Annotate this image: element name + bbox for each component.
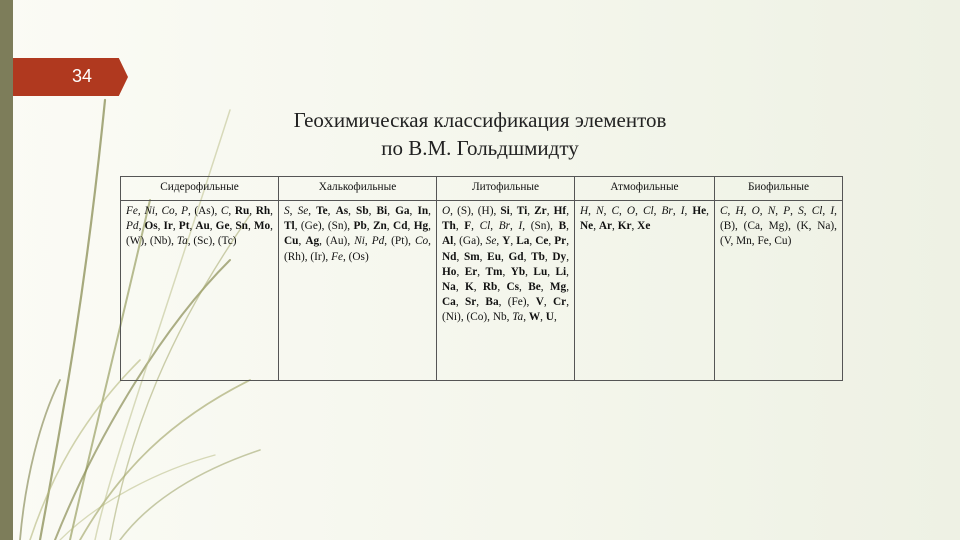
element-separator: ,	[684, 205, 693, 217]
slide-title-line-2: по В.М. Гольдшмидту	[381, 136, 579, 160]
element-symbol: Co	[414, 235, 429, 248]
element-separator: ,	[547, 265, 556, 278]
element-symbol: Br	[498, 220, 511, 233]
cell-chalcophile-elements	[279, 201, 437, 381]
element-symbol: He	[692, 205, 707, 217]
header-atmophile: Атмофильные	[575, 177, 715, 201]
element-separator: ,	[348, 205, 357, 217]
element-symbol: Tl	[284, 220, 295, 233]
element-symbol: Fe	[126, 205, 138, 217]
element-separator: , (W), (Nb),	[126, 220, 273, 248]
element-separator: ,	[386, 220, 394, 233]
element-symbol: Ca	[442, 296, 456, 309]
element-symbol: Hf	[553, 205, 567, 217]
slide-number: 34	[71, 66, 93, 86]
element-separator: ,	[138, 220, 145, 233]
element-separator: ,	[527, 205, 535, 217]
element-symbol: S	[798, 205, 804, 217]
element-symbol: Fe	[331, 250, 343, 263]
element-separator: , (Ge), (Sn),	[294, 220, 354, 233]
element-separator: ,	[543, 296, 553, 309]
element-separator: ,	[368, 205, 377, 217]
element-separator: ,	[566, 250, 570, 263]
element-separator: ,	[456, 250, 464, 263]
element-separator: ,	[477, 265, 486, 278]
element-separator: ,	[803, 205, 812, 217]
element-symbol: Co	[161, 205, 175, 217]
element-symbol: Ti	[516, 205, 528, 217]
element-symbol: Tm	[485, 265, 503, 278]
element-separator: ,	[631, 220, 638, 233]
element-separator: , (Os)	[342, 250, 369, 263]
element-symbol: F	[464, 220, 472, 233]
element-separator: ,	[479, 250, 488, 263]
element-separator: ,	[247, 220, 254, 233]
element-separator: , (Au),	[319, 235, 355, 248]
element-symbol: Ba	[485, 296, 499, 309]
element-symbol: Th	[442, 220, 456, 233]
element-symbol: Pd	[126, 220, 139, 233]
element-separator: ,	[490, 220, 499, 233]
element-symbol: O	[751, 205, 760, 217]
element-symbol: In	[417, 205, 429, 217]
element-separator: ,	[455, 296, 465, 309]
element-symbol: Ne	[580, 220, 594, 233]
element-separator: ,	[822, 205, 831, 217]
element-symbol: Yb	[510, 265, 526, 278]
element-symbol: Na	[442, 281, 456, 294]
element-symbol: Ir	[163, 220, 173, 233]
element-symbol: S	[284, 205, 290, 217]
slide-title-line-1: Геохимическая классификация элементов	[293, 108, 667, 132]
cell-lithophile-elements	[437, 201, 575, 381]
element-symbol: Tb	[531, 250, 545, 263]
element-symbol: N	[596, 205, 604, 217]
header-siderophile: Сидерофильные	[121, 177, 279, 201]
element-symbol: W	[528, 311, 541, 324]
element-symbol: La	[516, 235, 530, 248]
element-separator: , (Ni), (Co), Nb,	[442, 296, 570, 324]
element-separator: ,	[174, 205, 182, 217]
element-separator: ,	[428, 220, 431, 233]
element-separator: , (Fe),	[498, 296, 536, 309]
element-symbol: P	[181, 205, 188, 217]
element-separator: ,	[366, 220, 373, 233]
element-separator: ,	[509, 205, 517, 217]
element-separator: ,	[270, 205, 273, 217]
element-symbol: Cr	[553, 296, 567, 309]
element-separator: , (Rh), (Ir),	[284, 235, 431, 263]
element-separator: , (Pt),	[384, 235, 415, 248]
element-separator: ,	[523, 250, 532, 263]
cell-siderophile-elements	[121, 201, 279, 381]
element-separator: ,	[619, 205, 627, 217]
element-separator: ,	[523, 311, 529, 324]
element-symbol: Cl	[811, 205, 823, 217]
element-separator: (Sn),	[530, 220, 559, 233]
element-symbol: H	[735, 205, 744, 217]
element-separator: ,	[540, 311, 546, 324]
element-symbol: Pb	[353, 220, 367, 233]
element-symbol: Ru	[234, 205, 250, 217]
element-symbol: Ta	[512, 311, 524, 324]
element-separator: ,	[544, 250, 553, 263]
element-symbol: Mo	[253, 220, 271, 233]
element-separator: ,	[706, 205, 709, 217]
element-separator: ,	[672, 205, 681, 217]
element-symbol: Eu	[487, 250, 501, 263]
table-header-row	[121, 177, 843, 201]
element-symbol: V	[535, 296, 544, 309]
element-symbol: C	[220, 205, 229, 217]
element-separator: ,	[387, 205, 396, 217]
element-symbol: Zn	[372, 220, 387, 233]
element-symbol: Be	[528, 281, 541, 294]
element-symbol: Si	[500, 205, 510, 217]
element-separator: ,	[790, 205, 799, 217]
element-separator: ,	[500, 250, 509, 263]
element-symbol: Mg	[549, 281, 567, 294]
element-separator: ,	[635, 205, 643, 217]
element-separator: ,	[473, 281, 483, 294]
element-separator: ,	[476, 296, 486, 309]
element-separator: ,	[364, 235, 372, 248]
element-symbol: Sm	[463, 250, 480, 263]
element-separator: ,	[603, 205, 612, 217]
element-separator: ,	[759, 205, 768, 217]
element-separator: ,	[566, 220, 569, 233]
element-separator: ,	[727, 205, 736, 217]
element-separator: ,	[497, 281, 507, 294]
element-symbol: Pt	[178, 220, 190, 233]
element-separator: , (Sc), (Tc)	[187, 235, 237, 248]
element-symbol: Dy	[552, 250, 567, 263]
element-symbol: Ni	[144, 205, 156, 217]
element-symbol: Cd	[393, 220, 408, 233]
element-symbol: Rh	[255, 205, 271, 217]
element-separator: ,	[743, 205, 752, 217]
element-separator: ,	[189, 220, 196, 233]
element-symbol: Ag	[305, 235, 320, 248]
element-separator: ,	[456, 265, 465, 278]
element-symbol: I	[830, 205, 835, 217]
element-separator: ,	[228, 205, 235, 217]
element-separator: ,	[566, 281, 570, 294]
table-row	[121, 201, 843, 381]
header-biophile: Биофильные	[715, 177, 843, 201]
element-symbol: Au	[195, 220, 210, 233]
element-symbol: Cl	[479, 220, 491, 233]
element-separator: ,	[593, 220, 599, 233]
element-separator: ,	[546, 205, 554, 217]
element-symbol: Pd	[371, 235, 385, 248]
element-separator: ,	[553, 311, 557, 324]
element-symbol: O	[442, 205, 451, 217]
element-separator: ,	[407, 220, 414, 233]
element-symbol: O	[626, 205, 636, 217]
classification-table	[120, 176, 843, 381]
element-symbol: Bi	[376, 205, 388, 217]
element-separator: ,	[502, 265, 511, 278]
element-separator: ,	[540, 281, 550, 294]
element-separator: ,	[155, 205, 162, 217]
cell-biophile-elements	[715, 201, 843, 381]
element-symbol: Kr	[617, 220, 632, 233]
element-separator: ,	[137, 205, 145, 217]
element-symbol: Rb	[482, 281, 498, 294]
element-symbol: Te	[316, 205, 328, 217]
element-symbol: Gd	[508, 250, 524, 263]
element-symbol: Li	[555, 265, 567, 278]
element-separator: ,	[471, 220, 480, 233]
element-symbol: Se	[297, 205, 309, 217]
element-separator: ,	[566, 205, 570, 217]
element-symbol: Ni	[354, 235, 365, 248]
header-chalcophile: Халькофильные	[279, 177, 437, 201]
element-separator: ,	[157, 220, 164, 233]
element-separator: ,	[566, 265, 569, 278]
cell-atmophile-elements	[575, 201, 715, 381]
element-symbol: Sr	[464, 296, 477, 309]
header-lithophile: Литофильные	[437, 177, 575, 201]
element-symbol: I	[518, 220, 523, 233]
element-symbol: Ce	[535, 235, 549, 248]
element-separator: ,	[548, 235, 555, 248]
element-symbol: Y	[502, 235, 511, 248]
element-symbol: K	[464, 281, 474, 294]
element-symbol: C	[720, 205, 728, 217]
element-separator: ,	[249, 205, 256, 217]
element-separator: ,	[653, 205, 662, 217]
element-symbol: Zr	[534, 205, 547, 217]
element-separator: ,	[455, 220, 465, 233]
element-separator: , (B), (Ca, Mg), (K, Na), (V, Mn, Fe, Cu)	[720, 205, 837, 248]
element-symbol: Er	[464, 265, 478, 278]
element-separator: ,	[612, 220, 618, 233]
element-separator: ,	[289, 205, 298, 217]
element-separator: ,	[172, 220, 179, 233]
element-separator: , (Ga),	[453, 235, 486, 248]
element-separator: ,	[529, 235, 536, 248]
element-symbol: H	[580, 205, 589, 217]
element-symbol: As	[335, 205, 349, 217]
element-separator: ,	[525, 265, 534, 278]
element-symbol: Cs	[506, 281, 520, 294]
element-symbol: Xe	[637, 220, 651, 233]
element-symbol: Ga	[395, 205, 410, 217]
element-separator: ,	[510, 220, 519, 233]
element-separator: ,	[298, 235, 306, 248]
element-separator: ,	[455, 281, 465, 294]
element-symbol: Br	[661, 205, 673, 217]
element-separator: ,	[209, 220, 216, 233]
element-symbol: Os	[144, 220, 158, 233]
element-separator: ,	[496, 235, 503, 248]
element-separator: ,	[327, 205, 336, 217]
element-separator: ,	[588, 205, 597, 217]
element-symbol: U	[545, 311, 554, 324]
element-symbol: Pr	[554, 235, 567, 248]
element-symbol: Sn	[235, 220, 248, 233]
element-symbol: B	[558, 220, 567, 233]
element-separator: ,	[522, 220, 531, 233]
element-symbol: P	[783, 205, 791, 217]
element-symbol: Ge	[215, 220, 230, 233]
element-separator: ,	[409, 205, 418, 217]
element-symbol: Cl	[642, 205, 654, 217]
element-symbol: Ar	[598, 220, 613, 233]
element-separator: ,	[229, 220, 236, 233]
element-symbol: Ho	[442, 265, 457, 278]
element-symbol: Sb	[356, 205, 369, 217]
element-symbol: C	[611, 205, 620, 217]
element-separator: ,	[428, 205, 431, 217]
element-symbol: Ta	[176, 235, 188, 248]
element-separator: ,	[519, 281, 529, 294]
element-symbol: N	[767, 205, 776, 217]
element-symbol: Nd	[442, 250, 457, 263]
element-symbol: Se	[485, 235, 497, 248]
element-symbol: Al	[442, 235, 454, 248]
element-separator: ,	[510, 235, 517, 248]
element-separator: ,	[775, 205, 784, 217]
element-separator: ,	[308, 205, 317, 217]
element-symbol: Cu	[284, 235, 299, 248]
element-separator: ,	[566, 235, 570, 248]
element-symbol: Lu	[533, 265, 548, 278]
slide-title	[200, 106, 760, 162]
element-symbol: Hg	[413, 220, 429, 233]
element-separator: , (As),	[187, 205, 221, 217]
element-symbol: I	[680, 205, 685, 217]
element-separator: , (S), (H),	[450, 205, 501, 217]
